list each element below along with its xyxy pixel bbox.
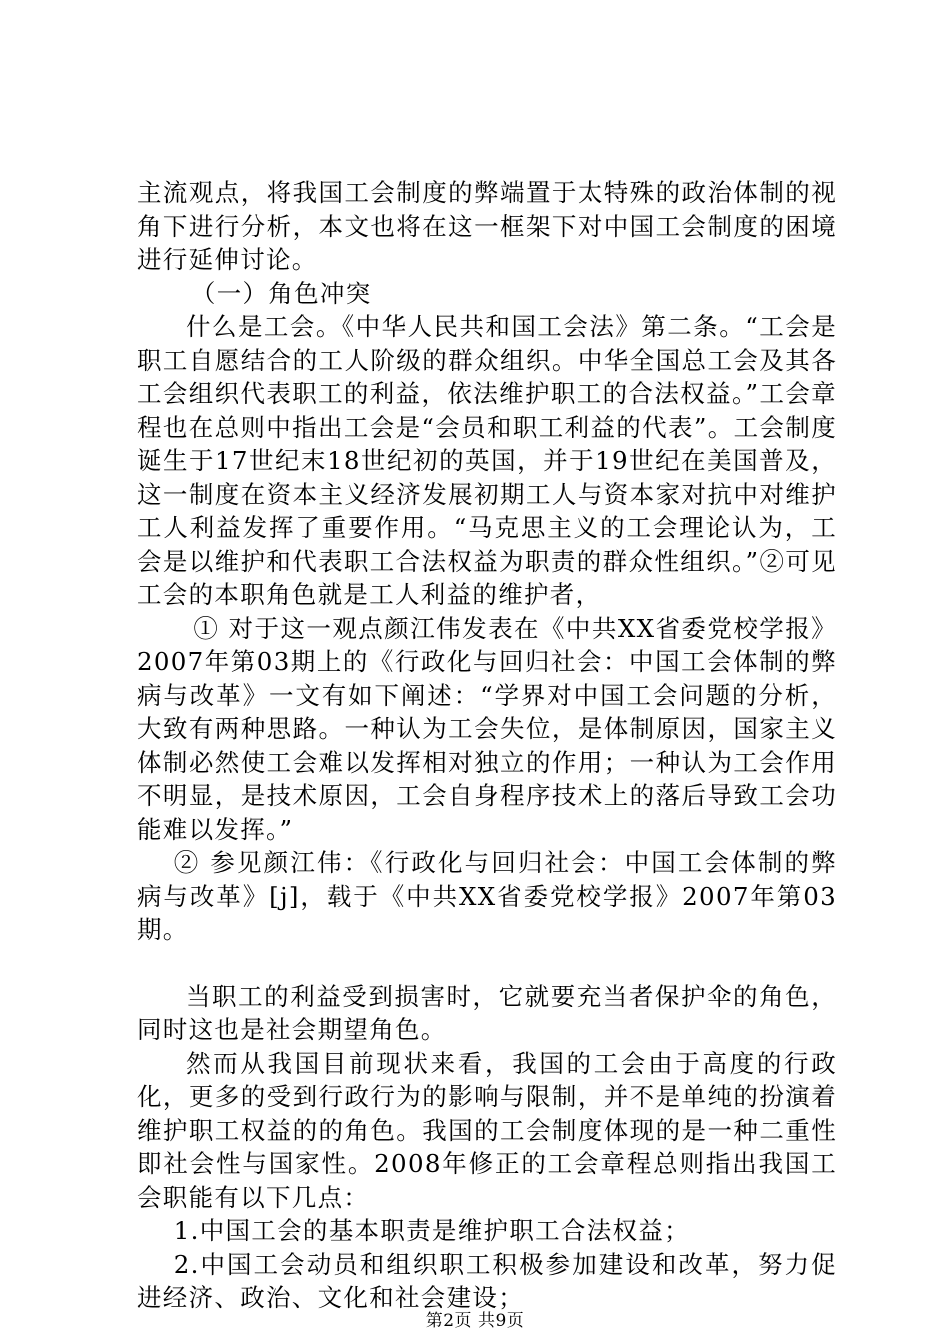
document-body: [137, 176, 837, 1315]
body-paragraph: 什么是工会。《中华人民共和国工会法》第二条。“工会是职工自愿结合的工人阶级的群众组织。中华全国总工会及其各工会组织代表职工的利益，依法维护职工的合法权益。”工会章程也在总则中指出工会是“会员和职工利益的代表”。工会制度诞生于17世纪末18世纪初的英国，并于19世纪在美国普及，这一制度在资本主义经济发展初期工人与资本家对抗中对维护工人利益发挥了重要作用。“马克思主义的工会理论认为，工会是以维护和代表职工合法权益为职责的群众性组织。”②可见工会的本职角色就是工人利益的维护者，: [137, 312, 837, 609]
list-item: 1.中国工会的基本职责是维护职工合法权益；: [173, 1216, 690, 1245]
body-paragraph: 主流观点，将我国工会制度的弊端置于太特殊的政治体制的视角下进行分析，本文也将在这一框架下对中国工会制度的困境进行延伸讨论。: [137, 178, 837, 274]
footnote-block: [137, 846, 837, 947]
footnote-1: ① 对于这一观点颜江伟发表在《中共XX省委党校学报》2007年第03期上的《行政化与回归社会：中国工会体制的弊病与改革》一文有如下阐述：“学界对中国工会问题的分析，大致有两种思路。一种认为工会失位，是体制原因，国家主义体制必然使工会难以发挥相对独立的作用；一种认为工会作用不明显，是技术原因，工会自身程序技术上的落后导致工会功能难以发挥。”: [137, 613, 837, 844]
body-paragraph: 当职工的利益受到损害时，它就要充当者保护伞的角色，同时这也是社会期望角色。: [137, 981, 837, 1044]
body-paragraph: 然而从我国目前现状来看，我国的工会由于高度的行政化，更多的受到行政行为的影响与限制，并不是单纯的扮演着维护职工权益的的角色。我国的工会制度体现的是一种二重性即社会性与国家性。2008年修正的工会章程总则指出我国工会职能有以下几点：: [137, 1048, 837, 1212]
list-item: 2.中国工会动员和组织职工积极参加建设和改革，努力促进经济、政治、文化和社会建设；: [137, 1249, 837, 1312]
section-heading: （一）角色冲突: [190, 278, 372, 308]
page-number: 第2页 共9页: [425, 1311, 525, 1331]
footnote-2: ② 参见颜江伟：《行政化与回归社会：中国工会体制的弊病与改革》[j]，载于《中共XX省委党校学报》2007年第03期。: [137, 848, 837, 944]
